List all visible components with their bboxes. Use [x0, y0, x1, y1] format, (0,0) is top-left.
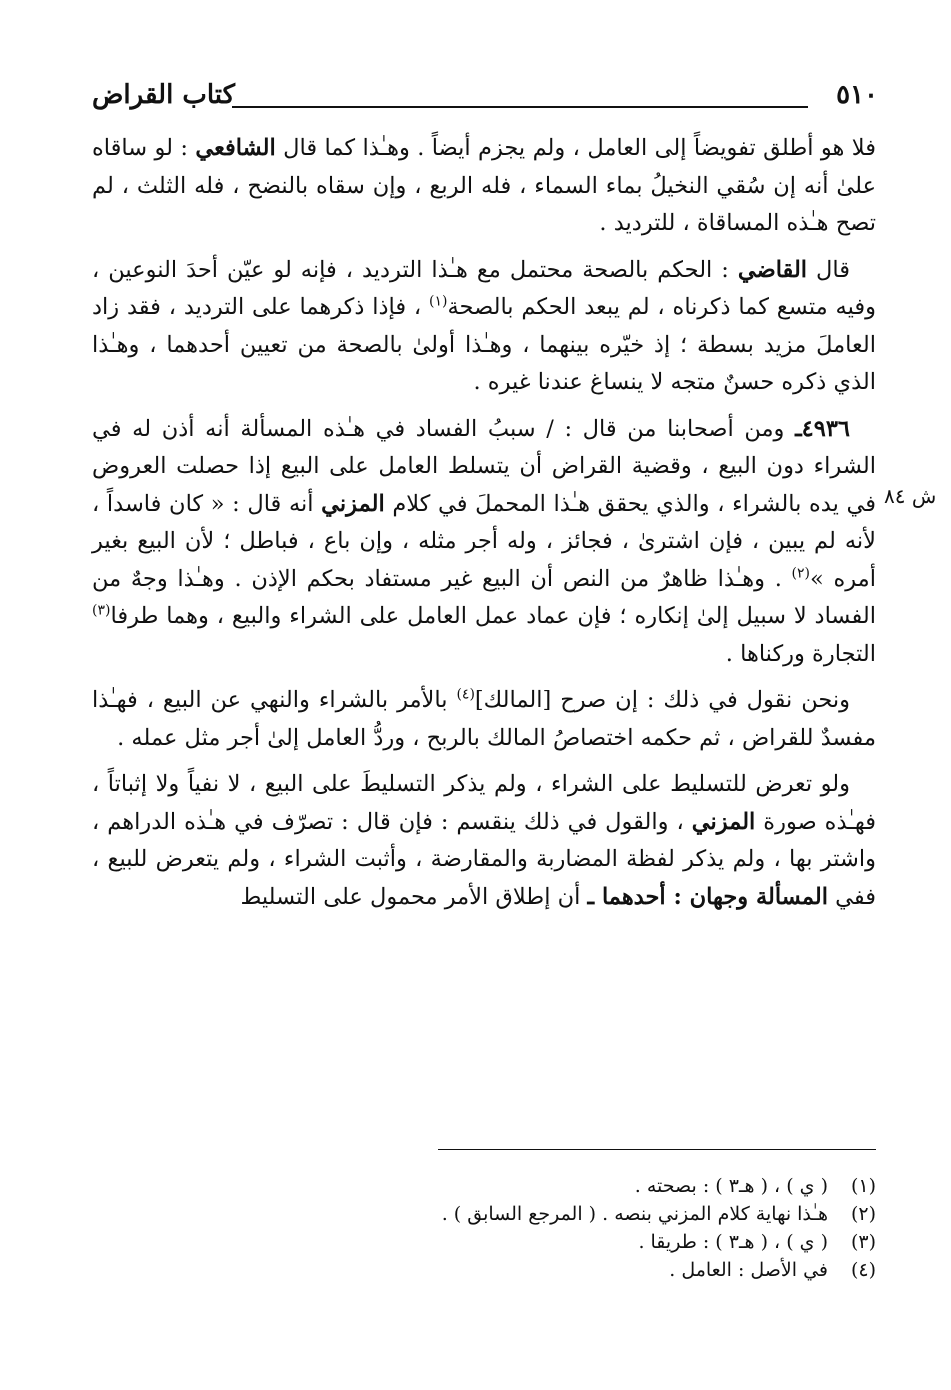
text-run: . وهـٰذا ظاهرٌ من النص أن البيع غير مستفاد بحكم الإذن . وهـٰذا وجهٌ من الفساد لا سبيل إلىٰ إنكاره ؛ فإن عماد عمل العامل على الشراء والبيع ، وهما طرفا [92, 565, 876, 629]
text-run: ، والقول في ذلك ينقسم : فإن قال : تصرّف في هـٰذه الدراهم ، واشتر بها ، ولم يذكر لفظة المضاربة والمقارضة ، وأثبت الشراء ، ولم يتعرض للبيع ، ففي [92, 808, 876, 910]
text-run: فلا هو أطلق تفويضاً إلى العامل ، ولم يجزم أيضاً . وهـٰذا كما قال [275, 135, 876, 161]
text-run: : الحكم بالصحة محتمل مع هـٰذا الترديد ، فإنه لو عيّن أحدَ النوعين ، وفيه متسع كما ذكرناه ، لم يبعد الحكم بالصحة [92, 256, 876, 320]
text-run: أنه قال : « كان فاسداً ، لأنه لم يبين ، فإن اشترىٰ ، فجائز ، وله أجر مثله ، وإن باع ، فباطل ؛ لأن البيع بغير أمره » [92, 490, 876, 592]
text-run: التجارة وركناها . [725, 640, 876, 667]
text-run: بالأمر بالشراء والنهي عن البيع ، فهـٰذا مفسدٌ للقراض ، ثم حكمه اختصاصُ المالك بالربح ، وردُّ العامل إلىٰ أجر مثل عمله . [92, 687, 876, 751]
footnote-3 [92, 1228, 876, 1256]
footnote-2 [92, 1200, 876, 1228]
page-header [92, 78, 878, 118]
footnote-number: (٢) [850, 1203, 876, 1225]
paragraph-4 [92, 682, 876, 757]
bold-name: المزني [321, 490, 385, 517]
footnote-number: (٣) [850, 1231, 876, 1253]
margin-note: ش ٨٤ [884, 484, 937, 508]
text-run: قال [807, 256, 850, 283]
paragraph-1 [92, 130, 876, 243]
footnote-number: (١) [850, 1175, 876, 1197]
footnote-4 [92, 1256, 876, 1284]
header-rule [232, 106, 808, 108]
footnote-text: ( ي ) ، ( هـ٣ ) : بصحته . [634, 1175, 828, 1197]
bold-name: الشافعي [195, 135, 276, 161]
footnote-ref[interactable]: (٣) [92, 602, 111, 619]
paragraph-3 [92, 411, 876, 674]
main-text [92, 130, 876, 925]
section-number: ٤٩٣٦ـ [795, 415, 850, 442]
text-run: ومن أصحابنا من قال : / سببُ الفساد في هـٰذه المسألة أنه أذن له في الشراء دون البيع ، وقضية القراض أن يتسلط العامل على البيع إذا حصلت العروض في يده بالشراء ، والذي يحقق هـٰذا المحملَ في كلام [92, 415, 876, 517]
footnote-number: (٤) [850, 1259, 876, 1281]
bold-phrase: المسألة وجهان : أحدهما ـ [587, 883, 828, 910]
text-run: أن إطلاق الأمر محمول على التسليط [240, 883, 588, 910]
text-run: ، فإذا ذكرهما على الترديد ، فقد زاد العاملَ مزيد بسطة ؛ إذ خيّره بينهما ، وهـٰذا أولىٰ بالصحة من تعيين أحدهما ، وهـٰذا الذي ذكره حسنٌ متجه لا ينساغ عندنا غيره . [92, 294, 876, 395]
bold-name: المزني [691, 808, 756, 835]
footnote-1 [92, 1172, 876, 1200]
footnote-text: في الأصل : العامل . [669, 1259, 828, 1281]
paragraph-5 [92, 766, 876, 916]
page-number: ٥١٠ [836, 80, 878, 110]
text-run: ولو تعرض للتسليط على الشراء ، ولم يذكر التسليطَ على البيع ، لا نفياً ولا إثباتاً ، فهـٰذه صورة [92, 771, 876, 835]
footnotes [92, 1172, 876, 1284]
footnote-ref[interactable]: (١) [429, 293, 448, 310]
paragraph-2 [92, 252, 876, 402]
footnote-text: هـٰذا نهاية كلام المزني بنصه . ( المرجع السابق ) . [441, 1203, 828, 1225]
footnote-ref[interactable]: (٢) [791, 565, 811, 581]
bold-name: القاضي [737, 256, 808, 283]
footnote-divider [438, 1149, 876, 1150]
footnote-ref[interactable]: (٤) [456, 686, 475, 703]
text-run: : لو ساقاه علىٰ أنه إن سُقي النخيلُ بماء السماء ، فله الربع ، وإن سقاه بالنضح ، فله الثلث ، لم تصح هـٰذه المساقاة ، للترديد . [92, 135, 876, 236]
text-run: ونحن نقول في ذلك : إن صرح [المالك] [474, 687, 850, 713]
book-title: كتاب القراض [92, 80, 235, 110]
footnote-text: ( ي ) ، ( هـ٣ ) : طريقا . [638, 1231, 828, 1253]
